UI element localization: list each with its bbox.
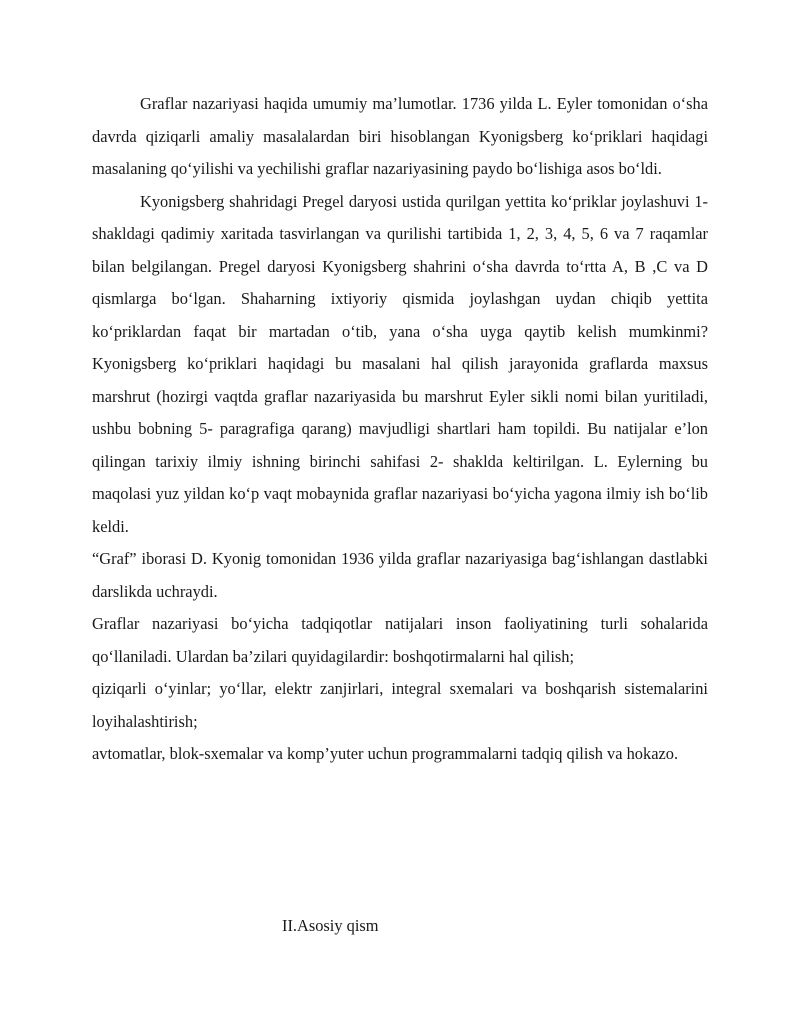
- section-heading: II.Asosiy qism: [282, 916, 379, 935]
- paragraph-graf-term: “Graf” iborasi D. Kyonig tomonidan 1936 yilda graflar nazariyasiga bag‘ishlangan dastlabki darslikda uchraydi.: [92, 549, 708, 601]
- paragraph-applications: Graflar nazariyasi bo‘yicha tadqiqotlar natijalari inson faoliyatining turli sohalarida qo‘llaniladi. Ulardan ba’zilari quyidagilardir: boshqotirmalarni hal qilish;: [92, 614, 708, 666]
- paragraph-bridges: Kyonigsberg shahridagi Pregel daryosi ustida qurilgan yettita ko‘priklar joylashuvi 1- shakldagi qadimiy xaritada tasvirlangan va qurilishi tartibida 1, 2, 3, 4, 5, 6 va 7 raqamlar bilan belgilangan. Pregel daryosi Kyonigsberg shahrini o‘sha davrda to‘rtta A, B ,C va D qismlarga bo‘lgan. Shaharning ixtiyoriy qismida joylashgan uydan chiqib yettita ko‘priklardan faqat bir martadan o‘tib, yana o‘sha uyga qaytib kelish mumkinmi? Kyonigsberg ko‘priklari haqidagi bu masalani hal qilish jarayonida graflarda maxsus marshrut (hozirgi vaqtda graflar nazariyasida bu marshrut Eyler sikli nomi bilan yuritiladi, ushbu bobning 5- paragrafiga qarang) mavjudligi shartlari ham topildi. Bu natijalar e’lon qilingan tarixiy ilmiy ishning birinchi sahifasi 2- shaklda keltirilgan. L. Eylerning bu maqolasi yuz yildan ko‘p vaqt mobaynida graflar nazariyasi bo‘yicha yagona ilmiy ish bo‘lib keldi.: [92, 191, 708, 536]
- paragraph-intro: Graflar nazariyasi haqida umumiy ma’lumotlar. 1736 yilda L. Eyler tomonidan o‘sha davrda qiziqarli amaliy masalalardan biri hisoblangan Kyonigsberg ko‘priklari haqidagi masalaning qo‘yilishi va yechilishi graflar nazariyasining paydo bo‘lishiga asos bo‘ldi.: [92, 94, 708, 178]
- paragraph-automata: avtomatlar, blok-sxemalar va komp’yuter uchun programmalarni tadqiq qilish va hokazo.: [92, 744, 679, 763]
- paragraph-games: qiziqarli o‘yinlar; yo‘llar, elektr zanjirlari, integral sxemalari va boshqarish sistemalarini loyihalashtirish;: [92, 679, 708, 731]
- document-body: [92, 88, 708, 771]
